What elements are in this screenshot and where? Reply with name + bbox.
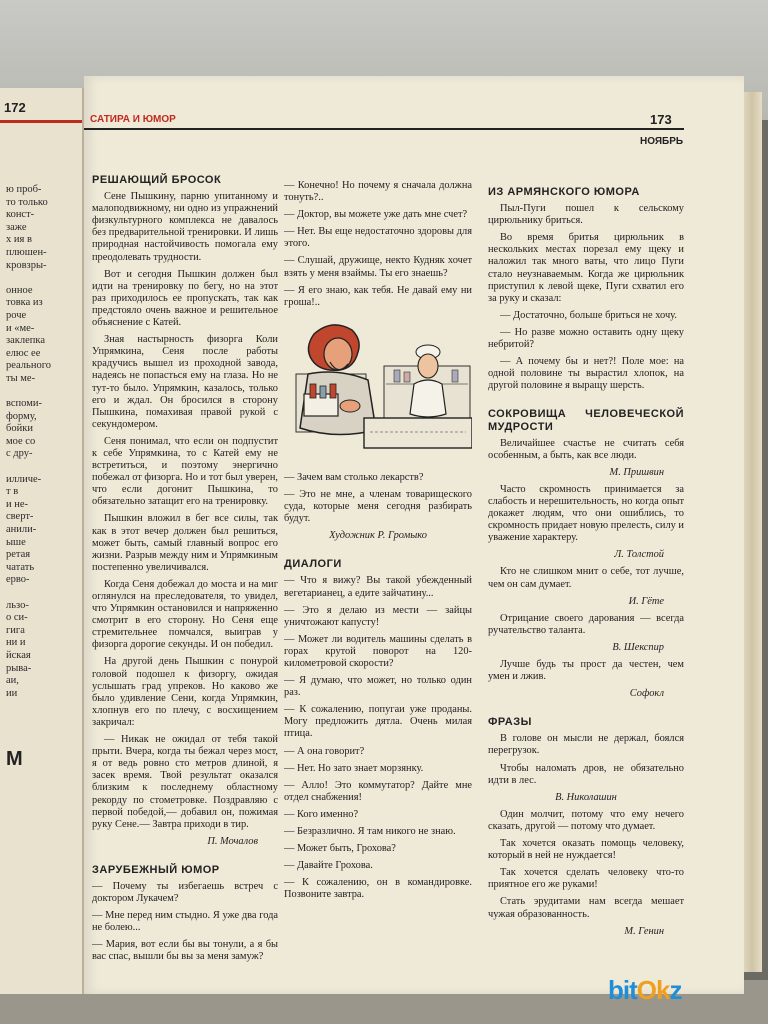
paragraph: Пышкин вложил в бег все силы, так как в этот вечер должен был решиться, может быть, самый главный вопрос его жизни. Разрыв между ним и Упрямкиным постепенно увеличивался. [92,513,278,573]
quote-text: Лучше будь ты прост да честен, чем умен и лжив. [488,659,684,683]
dialogue-line: — К сожалению, попугаи уже проданы. Могу предложить дятла. Очень милая птица. [284,704,472,740]
dialogue-line: — Кого именно? [284,808,359,820]
left-page-text: ю проб- то только конст- заже х ия в плюшен- кровзры- онное товка из роче и «ме- заклепка елюс ее реального ты ме- вспоми- форму, бойки мое со с дру- илличе- т в и не- сверт- анили- ыше ретая чатать ерво- льзо- о си- гига ни и йская рыва- аи, ии [6,184,51,699]
dialogue-line: — Мне перед ним стыдно. Я уже два года не болею... [92,910,278,934]
quote-author: Софокл [629,688,664,700]
dialogue-line: — Может быть, Грохова? [284,843,396,855]
left-heading-fragment: М [6,748,23,770]
left-page-number: 172 [4,100,26,115]
page-edge [742,92,762,972]
dialogue-line: — Это не мне, а членам товарищеского суда, которые меня сегодня разбирать будут. [284,488,472,525]
phrase: В голове он мысли не держал, боялся перегрузок. [488,733,684,757]
paragraph: Во время бритья цирюльник в нескольких местах порезал ему щеку и наложил так много ваты, что лицо Пуги стало неузнаваемым. Когда же цирюльник приступил к левой щеке, Пуги схватил его за руку и сказал: [488,232,684,304]
dialogue-line: — Алло! Это коммутатор? Дайте мне отдел снабжения! [284,779,472,803]
section-title: САТИРА И ЮМОР [90,114,176,125]
phrase: Стать эрудитами нам всегда мешает чужая образованность. [488,896,684,920]
quote-author: И. Гёте [628,595,664,607]
dialogue-line: — Конечно! Но почему я сначала должна тонуть?.. [284,180,472,204]
dialogue-line: — Нет. Вы еще недостаточно здоровы для этого. [284,226,472,250]
phrase: Так хочется сделать человеку что-то приятное его же руками! [488,867,684,891]
dialogue-line: — А она говорит? [284,745,365,757]
section-heading: ИЗ АРМЯНСКОГО ЮМОРА [488,186,640,198]
paragraph: Сеня понимал, что если он подпустит к себе Упрямкина, то с Катей ему не встретиться, и поэтому энергично побежал от физорга. Но и тот был уверен, что если догонит Пышкина, то обязательно затащит его на тренировку. [92,435,278,508]
cartoon-illustration [294,314,472,462]
column-2 [284,180,472,906]
dialogue-line: — Давайте Грохова. [284,860,373,872]
watermark-part: bit [608,975,637,1005]
dialogue-line: — К сожалению, он в командировке. Позвоните завтра. [284,877,472,901]
phrase-author: М. Генин [624,925,664,937]
article-title: РЕШАЮЩИЙ БРОСОК [92,174,222,186]
dialogue-line: — Что я вижу? Вы такой убежденный вегетарианец, а едите зайчатину... [284,575,472,599]
paragraph: — А почему бы и нет?! Поле мое: на одной половине ты вырастил хлопок, на другой половине я выращу шерсть. [488,356,684,392]
dialogue-line: — Зачем вам столько лекарств? [284,471,424,483]
right-page [84,76,744,994]
section-heading: ДИАЛОГИ [284,558,342,571]
quote-author: М. Пришвин [609,466,664,478]
page-number: 173 [650,112,672,127]
artist-credit: Художник Р. Громыко [329,530,427,542]
paragraph: Зная настырность физорга Коли Упрямкина, Сеня после работы крадучись вышел из проходной завода, надеясь не попасться ему на глаза. Но не тут-то было. Упрямкин, казалось, только его и ждал. Он бросился в сторону Пышкина, помахивая правой рукой с секундомером. [92,334,278,430]
phrase: Так хочется оказать помощь человеку, который в ней не нуждается! [488,838,684,862]
quote-text: Кто не слишком мнит о себе, тот лучше, чем он сам думает. [488,566,684,590]
paragraph: Когда Сеня добежал до моста и на миг оглянулся на преследователя, то увидел, что Упрямкин остановился и напряженно смотрит в его сторону. Но Сеня еще стремительнее помчался, выиграв у физорга дорогие секунды. И он победил. [92,578,278,651]
phrase-author: В. Николашин [555,791,617,803]
dialogue-line: — Безразлично. Я там никого не знаю. [284,826,456,837]
dialogue-line: — Почему ты избегаешь встреч с доктором Лукачем? [92,880,278,905]
dialogue-line: — Доктор, вы можете уже дать мне счет? [284,209,468,221]
month-label: НОЯБРЬ [640,136,684,147]
dialogue-line: — Это я делаю из мести — зайцы уничтожают капусту! [284,604,472,628]
phrase: Чтобы наломать дров, не обязательно идти в лес. [488,762,684,786]
dialogue-line: — Слушай, дружище, некто Кудняк хочет взять у меня взаймы. Ты его знаешь? [284,255,472,279]
quote-author: В. Шекспир [612,641,664,653]
quote-text: Часто скромность принимается за слабость и нерешительность, но когда опыт докажет людям, что они ошиблись, то скромность придает новую прелесть, силу и уважение характеру. [488,483,684,544]
paragraph: — Достаточно, больше бриться не хочу. [500,309,677,321]
dialogue-line: — Мария, вот если бы вы тонули, а я бы вас спас, вышли бы вы за меня замуж? [92,939,278,963]
column-3 [488,186,684,943]
paragraph: На другой день Пышкин с понурой головой подошел к физоргу, ожидая услышать град упреков. Но каково же было удивление Сени, когда Упрямкин, хлопнув его по плечу, с восхищением закричал: [92,656,278,728]
watermark-part: Ok [636,975,670,1005]
left-header-rule [0,120,82,123]
dialogue-line: — Я думаю, что может, но только один раз. [284,675,472,699]
paragraph: Пыл-Пуги пошел к сельскому цирюльнику бриться. [488,203,684,227]
quote-text: Величайшее счастье не считать себя особенным, а быть, как все люди. [488,437,684,461]
dialogue-line: — Я его знаю, как тебя. Не давай ему ни гроша!.. [284,284,472,308]
watermark-logo [608,975,681,1006]
header-rule [84,128,684,130]
dialogue-line: — Может ли водитель машины сделать в горах крутой поворот на 120-километровой скорости? [284,633,472,669]
section-heading: СОКРОВИЩА ЧЕЛОВЕЧЕСКОЙ МУДРОСТИ [488,408,684,433]
left-page [0,88,85,994]
paragraph: — Но разве можно оставить одну щеку небритой? [488,326,684,351]
section-heading: ЗАРУБЕЖНЫЙ ЮМОР [92,863,220,876]
quote-text: Отрицание своего дарования — всегда ручательство таланта. [488,612,684,636]
quote-author: Л. Толстой [614,549,664,561]
watermark-part: z [669,975,682,1005]
section-heading: ФРАЗЫ [488,716,532,729]
paragraph: — Никак не ожидал от тебя такой прыти. Вчера, когда ты бежал через мост, я от ведь ровно сто метров длиной, я засек время. Твой результат оказался близким к последнему областному рекорду по стометровке. Поздравляю с первой победой,— добавил он, пожимая руку Сене.— Завтра приходи в тир. [92,734,278,830]
phrase: Один молчит, потому что ему нечего сказать, другой — потому что думает. [488,808,684,832]
column-1 [92,174,278,969]
author-signature: П. Мочалов [207,835,258,847]
paragraph: Сене Пышкину, парню упитанному и малоподвижному, ни одно из упражнений физкультурного комплекса не давалось без предварительной тренировки. И лишь природная настойчивость помогала ему преодолевать трудности. [92,191,278,263]
dialogue-line: — Нет. Но зато знает морзянку. [284,762,424,774]
paragraph: Вот и сегодня Пышкин должен был идти на тренировку по бегу, но на этот раз приходилось ее пропускать, так как предстояло очень важное и решительное объяснение с Катей. [92,268,278,329]
